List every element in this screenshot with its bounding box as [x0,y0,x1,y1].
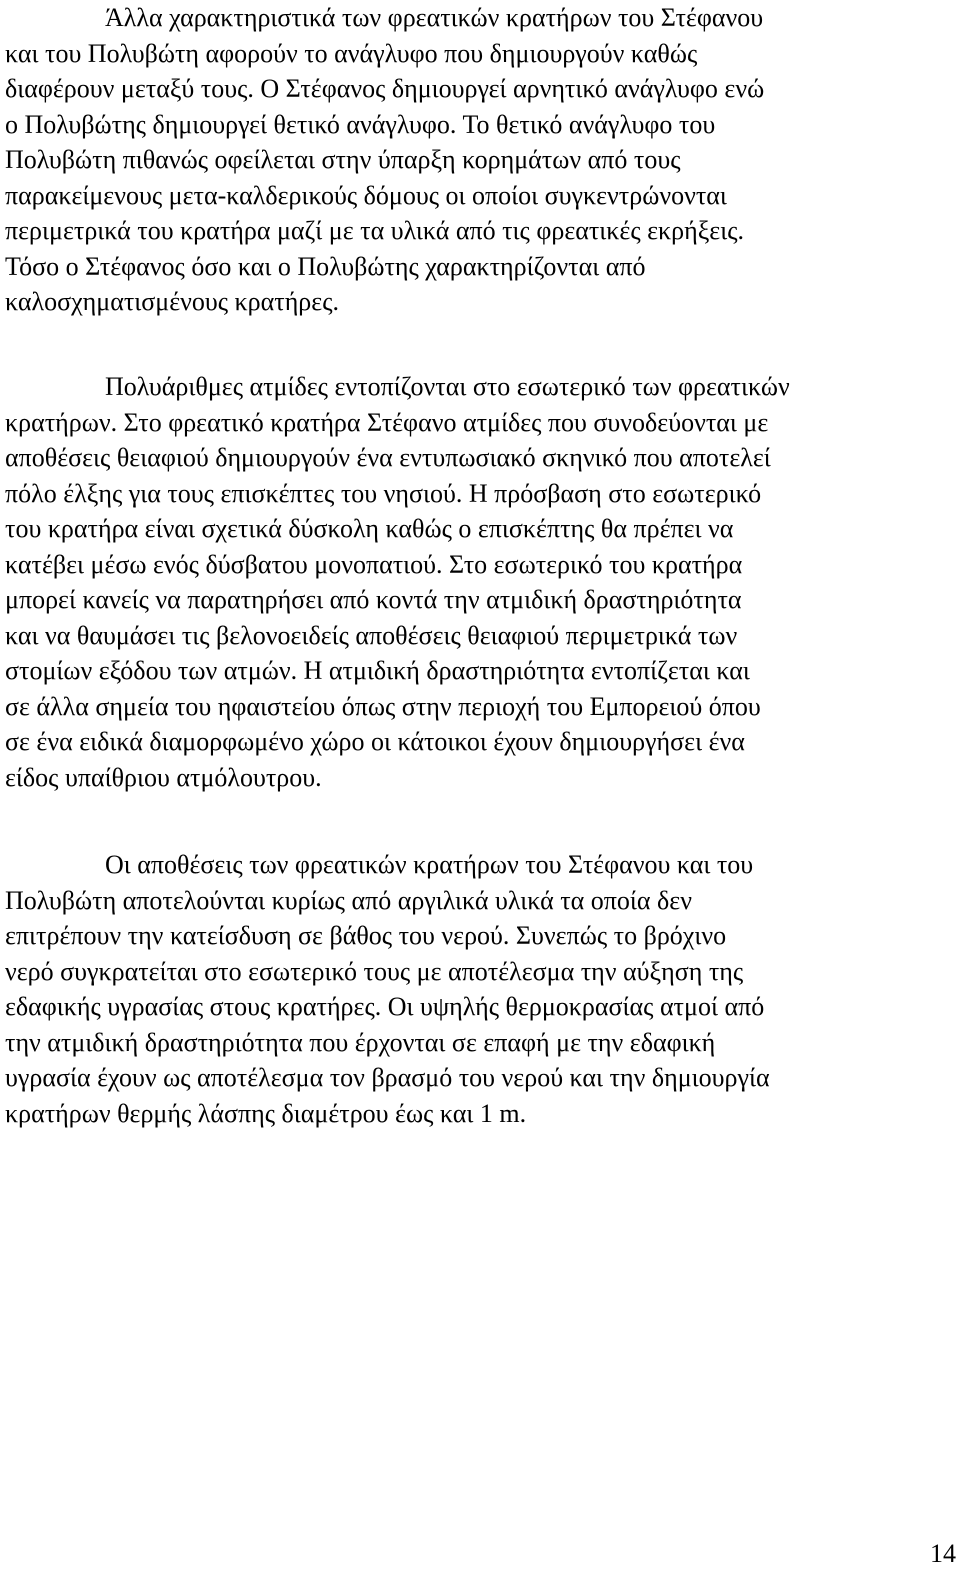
paragraph-line: στομίων εξόδου των ατμών. Η ατμιδική δραστηριότητα εντοπίζεται και [5,656,750,685]
paragraph-line: μπορεί κανείς να παρατηρήσει από κοντά την ατμιδική δραστηριότητα [5,585,742,614]
paragraph-line: Οι αποθέσεις των φρεατικών κρατήρων του Στέφανου και του [105,850,754,879]
paragraph-line: Άλλα χαρακτηριστικά των φρεατικών κρατήρων του Στέφανου [105,3,764,32]
paragraph-line: Τόσο ο Στέφανος όσο και ο Πολυβώτης χαρακτηρίζονται από [5,251,646,281]
paragraph-line: παρακείμενους μετα-καλδερικούς δόμους οι οποίοι συγκεντρώνονται [5,180,727,210]
paragraph-line: υγρασία έχουν ως αποτέλεσμα τον βρασμό του νερού και την δημιουργία [5,1063,770,1092]
paragraph-line: Πολυβώτη πιθανώς οφείλεται στην ύπαρξη κορημάτων από τους [5,145,681,174]
paragraph-fumaroles [5,369,790,795]
paragraph-mud-pools [5,847,770,1131]
paragraph-line: του κρατήρα είναι σχετικά δύσκολη καθώς ο επισκέπτης θα πρέπει να [5,514,734,543]
paragraph-line: νερό συγκρατείται στο εσωτερικό τους με αποτέλεσμα την αύξηση της [5,956,744,986]
paragraph-line: Πολυβώτη αποτελούνται κυρίως από αργιλικά υλικά τα οποία δεν [5,885,692,915]
paragraph-line: και του Πολυβώτη αφορούν το ανάγλυφο που δημιουργούν καθώς [5,38,698,68]
paragraph-line: είδος υπαίθριου ατμόλουτρου. [5,762,322,792]
paragraph-line: και να θαυμάσει τις βελονοειδείς αποθέσεις θειαφιού περιμετρικά των [5,620,738,650]
paragraph-line: την ατμιδική δραστηριότητα που έρχονται σε επαφή με την εδαφική [5,1027,716,1057]
paragraph-line: κρατήρων. Στο φρεατικό κρατήρα Στέφανο ατμίδες που συνοδεύονται με [5,407,769,437]
paragraph-line: κρατήρων θερμής λάσπης διαμέτρου έως και 1 m. [5,1098,527,1128]
paragraph-line: κατέβει μέσω ενός δύσβατου μονοπατιού. Στο εσωτερικό του κρατήρα [5,549,743,579]
paragraph-line: αποθέσεις θειαφιού δημιουργούν ένα εντυπωσιακό σκηνικό που αποτελεί [5,443,771,472]
paragraph-line: ο Πολυβώτης δημιουργεί θετικό ανάγλυφο. Το θετικό ανάγλυφο του [5,109,716,139]
paragraph-line: περιμετρικά του κρατήρα μαζί με τα υλικά από τις φρεατικές εκρήξεις. [5,216,745,245]
paragraph-line: σε άλλα σημεία του ηφαιστείου όπως στην περιοχή του Εμπορειού όπου [5,691,761,721]
page-number: 14 [930,1539,956,1568]
paragraph-crater-relief [5,0,764,320]
paragraph-line: επιτρέπουν την κατείσδυση σε βάθος του νερού. Συνεπώς το βρόχινο [5,921,727,950]
paragraph-line: πόλο έλξης για τους επισκέπτες του νησιού. Η πρόσβαση στο εσωτερικό [5,478,762,508]
paragraph-line: καλοσχηματισμένους κρατήρες. [5,287,339,316]
paragraph-line: σε ένα ειδικά διαμορφωμένο χώρο οι κάτοικοι έχουν δημιουργήσει ένα [5,727,745,756]
paragraph-line: διαφέρουν μεταξύ τους. Ο Στέφανος δημιουργεί αρνητικό ανάγλυφο ενώ [5,74,765,103]
paragraph-line: εδαφικής υγρασίας στους κρατήρες. Οι υψηλής θερμοκρασίας ατμοί από [5,992,765,1021]
paragraph-line: Πολυάριθμες ατμίδες εντοπίζονται στο εσωτερικό των φρεατικών [105,372,790,401]
